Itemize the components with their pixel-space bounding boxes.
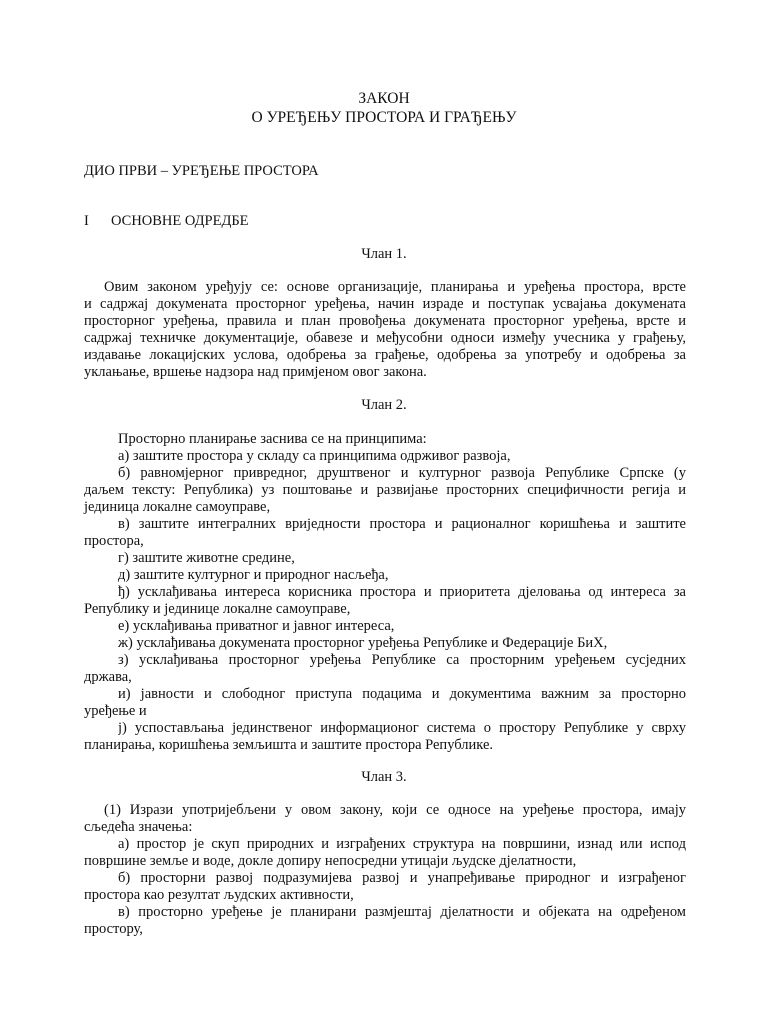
list-item: а) заштите простора у складу са принципима одрживог развоја, xyxy=(118,448,511,464)
article-1-heading: Члан 1. xyxy=(361,246,407,262)
list-item: в) просторно уређење је планирани размјештај дјелатности и објеката на одређеном xyxy=(118,904,686,920)
paragraph-line: садржај техничке документације, обавезе и међусобни односи између учесника у грађењу, xyxy=(84,330,686,346)
paragraph-line: просторног уређења, правила и план провођења докумената просторног уређења, врсте и xyxy=(84,313,686,329)
list-item: јединица локалне самоуправе, xyxy=(84,499,271,515)
list-item: простора, xyxy=(84,533,144,549)
list-item: а) простор је скуп природних и изграђених структура на површини, изнад или испод xyxy=(118,836,686,852)
article-2-heading: Члан 2. xyxy=(361,397,407,413)
list-item: б) равномјерног привредног, друштвеног и културног развоја Републике Српске (у xyxy=(118,465,686,481)
list-item: ж) усклађивања докумената просторног уређења Републике и Федерације БиХ, xyxy=(118,635,608,651)
list-item: ђ) усклађивања интереса корисника простора и приоритета дјеловања од интереса за xyxy=(118,584,686,600)
list-item: простору, xyxy=(84,921,143,937)
list-item: простора као резултат људских активности, xyxy=(84,887,354,903)
section-number: I xyxy=(84,213,89,229)
list-item: даљем тексту: Република) уз поштовање и развијање просторних специфичности регија и xyxy=(84,482,686,498)
paragraph-line: уклањање, вршење надзора над примјеном овог закона. xyxy=(84,364,427,380)
list-item: в) заштите интегралних вриједности простора и рационалног коришћења и заштите xyxy=(118,516,686,532)
list-item: уређење и xyxy=(84,703,147,719)
list-item: ј) успостављања јединственог информационог система о простору Републике у сврху xyxy=(118,720,686,736)
list-item: г) заштите животне средине, xyxy=(118,550,295,566)
list-item: површине земље и воде, докле допиру непосредни утицаји људске дјелатности, xyxy=(84,853,577,869)
list-item: з) усклађивања просторног уређења Републике са просторним уређењем сусједних xyxy=(118,652,686,668)
paragraph-line: сљедећа значења: xyxy=(84,819,193,835)
section-title: ОСНОВНЕ ОДРЕДБЕ xyxy=(111,213,249,229)
law-subtitle: О УРЕЂЕЊУ ПРОСТОРА И ГРАЂЕЊУ xyxy=(251,109,517,126)
paragraph-line: Овим законом уређују се: основе организације, планирања и уређења простора, врсте xyxy=(104,279,686,295)
paragraph-line: и садржај докумената просторног уређења, начин израде и поступак усвајања докумената xyxy=(84,296,686,312)
paragraph-line: издавање локацијских услова, одобрења за грађење, одобрења за употребу и одобрења за xyxy=(84,347,686,363)
part-heading: ДИО ПРВИ – УРЕЂЕЊЕ ПРОСТОРА xyxy=(84,163,319,179)
list-item: е) усклађивања приватног и јавног интереса, xyxy=(118,618,395,634)
list-item: д) заштите културног и природног насљеђа, xyxy=(118,567,389,583)
list-item: и) јавности и слободног приступа подацима и документима важним за просторно xyxy=(118,686,686,702)
law-title: ЗАКОН xyxy=(358,90,410,107)
paragraph-line: Просторно планирање заснива се на принципима: xyxy=(118,431,427,447)
list-item: држава, xyxy=(84,669,132,685)
list-item: планирања, коришћења земљишта и заштите простора Републике. xyxy=(84,737,494,753)
list-item: Републику и јединице локалне самоуправе, xyxy=(84,601,351,617)
paragraph-line: (1) Изрази употријебљени у овом закону, који се односе на уређење простора, имају xyxy=(104,802,686,818)
list-item: б) просторни развој подразумијева развој и унапређивање природног и изграђеног xyxy=(118,870,686,886)
article-3-heading: Члан 3. xyxy=(361,769,407,785)
